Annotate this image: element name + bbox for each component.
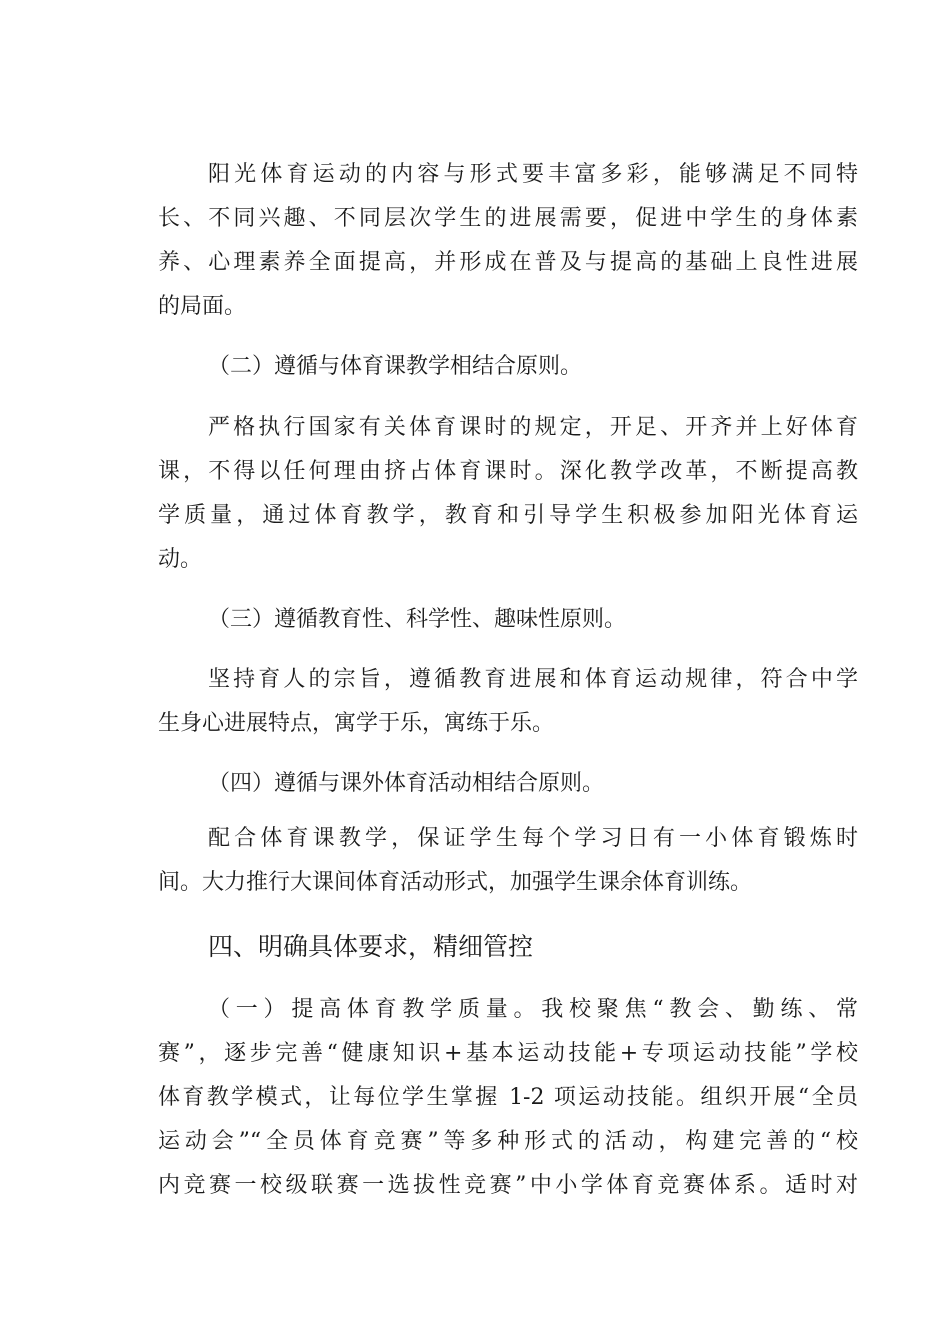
- subheading: （四）遵循与课外体育活动相结合原则。: [208, 771, 605, 796]
- section-heading: 四、明确具体要求，精细管控: [208, 932, 534, 961]
- paragraph-line: 运动会”“全员体育竞赛”等多种形式的活动，构建完善的“校: [158, 1129, 858, 1154]
- paragraph-line: 的局面。: [158, 294, 247, 319]
- paragraph-line: 坚持育人的宗旨，遵循教育进展和体育运动规律，符合中学: [208, 667, 858, 692]
- paragraph-line: 赛”，逐步完善“健康知识+基本运动技能+专项运动技能”学校: [158, 1041, 858, 1066]
- paragraph-line: 动。: [158, 547, 203, 572]
- paragraph-line: 严格执行国家有关体育课时的规定，开足、开齐并上好体育: [208, 415, 858, 440]
- paragraph-line: 间。大力推行大课间体育活动形式，加强学生课余体育训练。: [158, 870, 753, 895]
- paragraph-line: 课，不得以任何理由挤占体育课时。深化教学改革，不断提高教: [158, 459, 858, 484]
- paragraph-line: （一）提高体育教学质量。我校聚焦“教会、勤练、常: [208, 997, 858, 1022]
- paragraph-line: 内竞赛一校级联赛一选拔性竞赛”中小学体育竞赛体系。适时对: [158, 1173, 858, 1198]
- paragraph-line: 体育教学模式，让每位学生掌握 1-2 项运动技能。组织开展“全员: [158, 1085, 858, 1110]
- paragraph-line: 阳光体育运动的内容与形式要丰富多彩，能够满足不同特: [208, 162, 858, 187]
- paragraph-line: 生身心进展特点，寓学于乐，寓练于乐。: [158, 711, 555, 736]
- paragraph-line: 配合体育课教学，保证学生每个学习日有一小体育锻炼时: [208, 826, 858, 851]
- subheading: （二）遵循与体育课教学相结合原则。: [208, 354, 583, 379]
- subheading: （三）遵循教育性、科学性、趣味性原则。: [208, 607, 627, 632]
- paragraph-line: 长、不同兴趣、不同层次学生的进展需要，促进中学生的身体素: [158, 206, 858, 231]
- paragraph-line: 养、心理素养全面提高，并形成在普及与提高的基础上良性进展: [158, 250, 858, 275]
- paragraph-line: 学质量，通过体育教学，教育和引导学生积极参加阳光体育运: [158, 503, 858, 528]
